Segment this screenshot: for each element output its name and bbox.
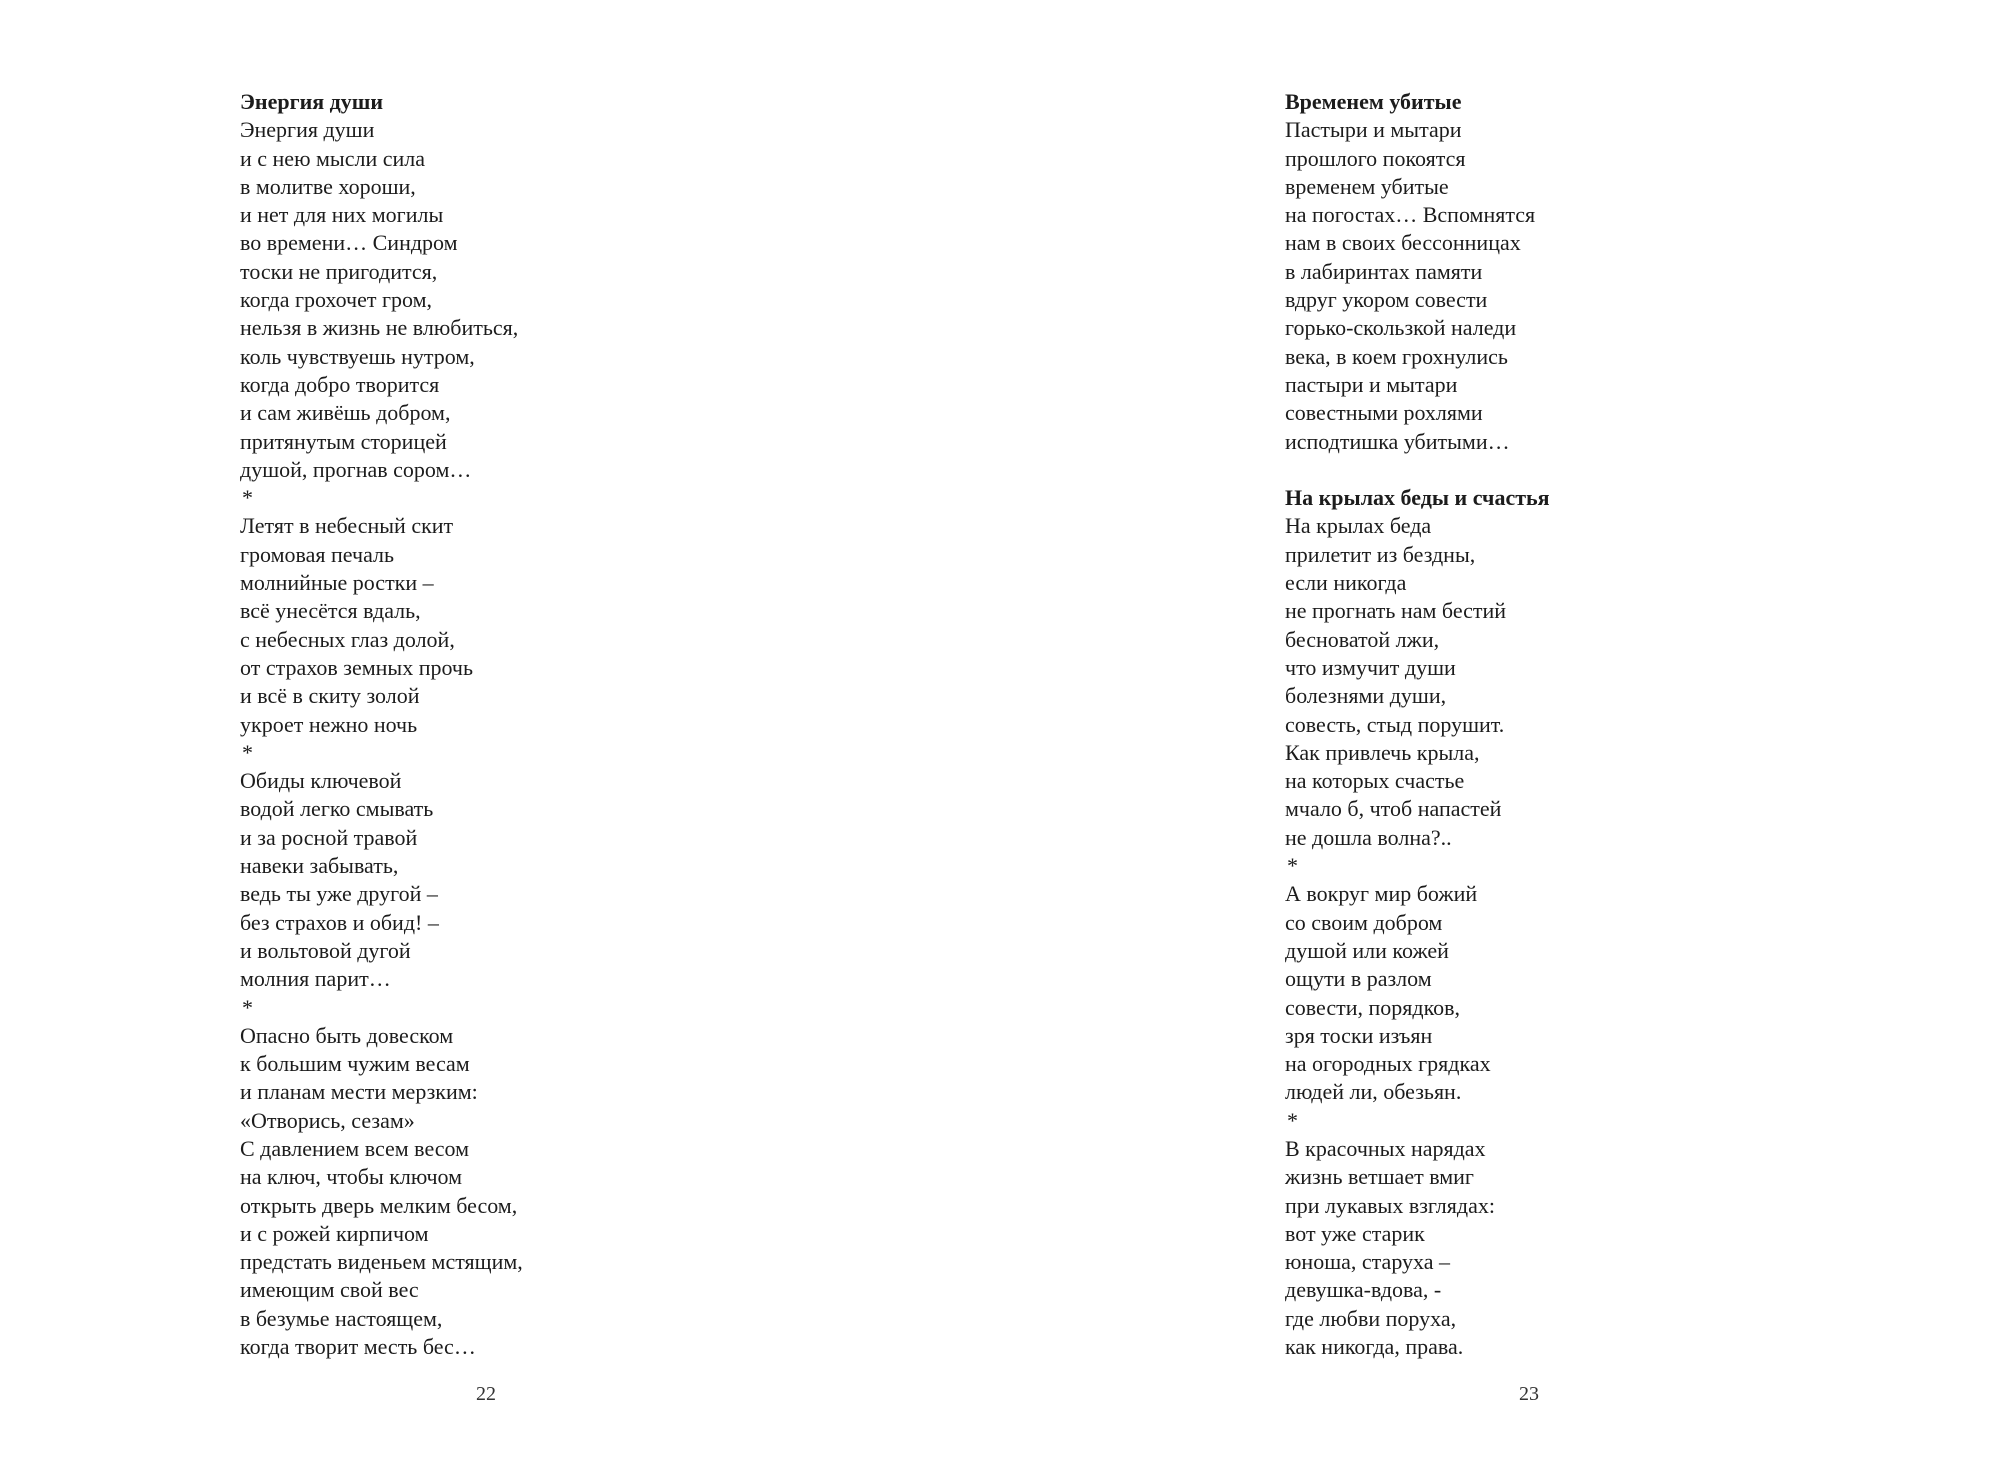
poem-line: ощути в разлом [1285, 966, 1432, 992]
poem-line: В красочных нарядах [1285, 1135, 1486, 1161]
poem-line: юноша, старуха – [1285, 1249, 1451, 1275]
poem-line: людей ли, обезьян. [1285, 1079, 1462, 1105]
poem-line: и нет для них могилы [240, 202, 444, 228]
poem-line: мчало б, чтоб напастей [1285, 796, 1502, 822]
poem-line: исподтишка убитыми… [1285, 428, 1510, 454]
stanza [1285, 512, 1550, 852]
poem-line: «Отворись, сезам» [240, 1107, 415, 1133]
poem-line: с небесных глаз долой, [240, 626, 455, 652]
poem-line: в молитве хороши, [240, 173, 416, 199]
poem-line: укроет нежно ночь [240, 711, 418, 737]
poem-line: где любви поруха, [1285, 1305, 1457, 1331]
poem-line: совести, порядков, [1285, 994, 1461, 1020]
stanza-separator: * [242, 485, 253, 511]
poem-line: Пастыри и мытари [1285, 117, 1462, 143]
poem-line: душой, прогнав сором… [240, 456, 472, 482]
poem-line: если никогда [1285, 570, 1407, 596]
poem-line: душой или кожей [1285, 937, 1449, 963]
poem-line: вдруг укором совести [1285, 287, 1488, 313]
poem-line: прилетит из бездны, [1285, 541, 1476, 567]
poem-line: на огородных грядках [1285, 1051, 1491, 1077]
stanza-separator: * [1287, 1107, 1298, 1133]
poem-line: нельзя в жизнь не влюбиться, [240, 315, 519, 341]
poem-line: тоски не пригодится, [240, 258, 438, 284]
poem-line: совестными рохлями [1285, 400, 1483, 426]
poem-line: Как привлечь крыла, [1285, 739, 1480, 765]
stanza [240, 484, 523, 739]
poem-line: не прогнать нам бестий [1285, 598, 1507, 624]
poem-line: когда грохочет гром, [240, 287, 432, 313]
poem-line: Опасно быть довеском [240, 1022, 454, 1048]
poem-line: болезнями души, [1285, 683, 1447, 709]
poem-line: зря тоски изъян [1285, 1022, 1433, 1048]
poem-line: навеки забывать, [240, 853, 399, 879]
stanza [1285, 852, 1550, 1107]
poem-line: громовая печаль [240, 541, 395, 567]
poem-gap [1285, 456, 1550, 484]
poem-line: во времени… Синдром [240, 230, 458, 256]
poem-line: от страхов земных прочь [240, 654, 474, 680]
poem-line: и вольтовой дугой [240, 937, 411, 963]
poem-line: в лабиринтах памяти [1285, 258, 1483, 284]
poem-line: открыть дверь мелким бесом, [240, 1192, 518, 1218]
poem-line: как никогда, права. [1285, 1334, 1464, 1360]
poem-line: века, в коем грохнулись [1285, 343, 1508, 369]
poem-line: и с нею мысли сила [240, 145, 426, 171]
right-page [1000, 0, 2000, 1459]
poem [1285, 88, 1550, 456]
stanza [240, 994, 523, 1362]
poem-line: в безумье настоящем, [240, 1305, 443, 1331]
poem [1285, 484, 1550, 1361]
poem-line: водой легко смывать [240, 796, 434, 822]
poem-line: когда творит месть бес… [240, 1334, 476, 1360]
poem-line: временем убитые [1285, 173, 1449, 199]
poem-line: вот уже старик [1285, 1220, 1425, 1246]
poem-line: Энергия души [240, 117, 375, 143]
poem-line: горько-скользкой наледи [1285, 315, 1517, 341]
poem-line: прошлого покоятся [1285, 145, 1466, 171]
poem-line: жизнь ветшает вмиг [1285, 1164, 1474, 1190]
poem-line: без страхов и обид! – [240, 909, 439, 935]
poem-line: нам в своих бессонницах [1285, 230, 1521, 256]
stanza [240, 739, 523, 994]
poem-line: ведь ты уже другой – [240, 881, 438, 907]
poem-line: Летят в небесный скит [240, 513, 454, 539]
poem-title: Временем убитые [1285, 89, 1462, 114]
poem-line: притянутым сторицей [240, 428, 447, 454]
poem-line: А вокруг мир божий [1285, 881, 1478, 907]
poem-line: что измучит души [1285, 654, 1456, 680]
poem-line: на погостах… Вспомнятся [1285, 202, 1536, 228]
left-text-block [240, 88, 523, 1361]
stanza-separator: * [242, 994, 253, 1020]
stanza-separator: * [1287, 853, 1298, 879]
poem-line: Обиды ключевой [240, 768, 402, 794]
poem-title: Энергия души [240, 89, 384, 114]
poem-line: бесноватой лжи, [1285, 626, 1440, 652]
stanza [240, 116, 523, 484]
poem-line: и всё в скиту золой [240, 683, 420, 709]
page-number: 23 [1519, 1383, 1539, 1405]
poem-line: на которых счастье [1285, 768, 1465, 794]
poem-line: С давлением всем весом [240, 1135, 470, 1161]
right-text-block [1285, 88, 1550, 1361]
poem-line: девушка-вдова, - [1285, 1277, 1442, 1303]
poem-line: к большим чужим весам [240, 1051, 470, 1077]
poem-line: пастыри и мытари [1285, 371, 1458, 397]
poem-line: и за росной травой [240, 824, 418, 850]
stanza-separator: * [242, 739, 253, 765]
stanza [1285, 116, 1550, 456]
poem-line: на ключ, чтобы ключом [240, 1164, 463, 1190]
poem-line: и сам живёшь добром, [240, 400, 451, 426]
poem-line: и с рожей кирпичом [240, 1220, 429, 1246]
page-number: 22 [476, 1383, 496, 1405]
poem-title: На крылах беды и счастья [1285, 485, 1550, 511]
poem-line: со своим добром [1285, 909, 1443, 935]
poem [240, 88, 523, 1361]
poem-line: не дошла волна?.. [1285, 824, 1452, 850]
poem-line: коль чувствуешь нутром, [240, 343, 475, 369]
poem-line: молнийные ростки – [240, 570, 434, 596]
poem-line: при лукавых взглядах: [1285, 1192, 1495, 1218]
poem-line: совесть, стыд порушит. [1285, 711, 1505, 737]
poem-line: На крылах беда [1285, 513, 1432, 539]
poem-line: имеющим свой вес [240, 1277, 419, 1303]
poem-line: предстать виденьем мстящим, [240, 1249, 523, 1275]
poem-line: когда добро творится [240, 371, 440, 397]
poem-line: всё унесётся вдаль, [240, 598, 421, 624]
poem-line: и планам мести мерзким: [240, 1079, 478, 1105]
stanza [1285, 1107, 1550, 1362]
poem-line: молния парит… [240, 966, 391, 992]
